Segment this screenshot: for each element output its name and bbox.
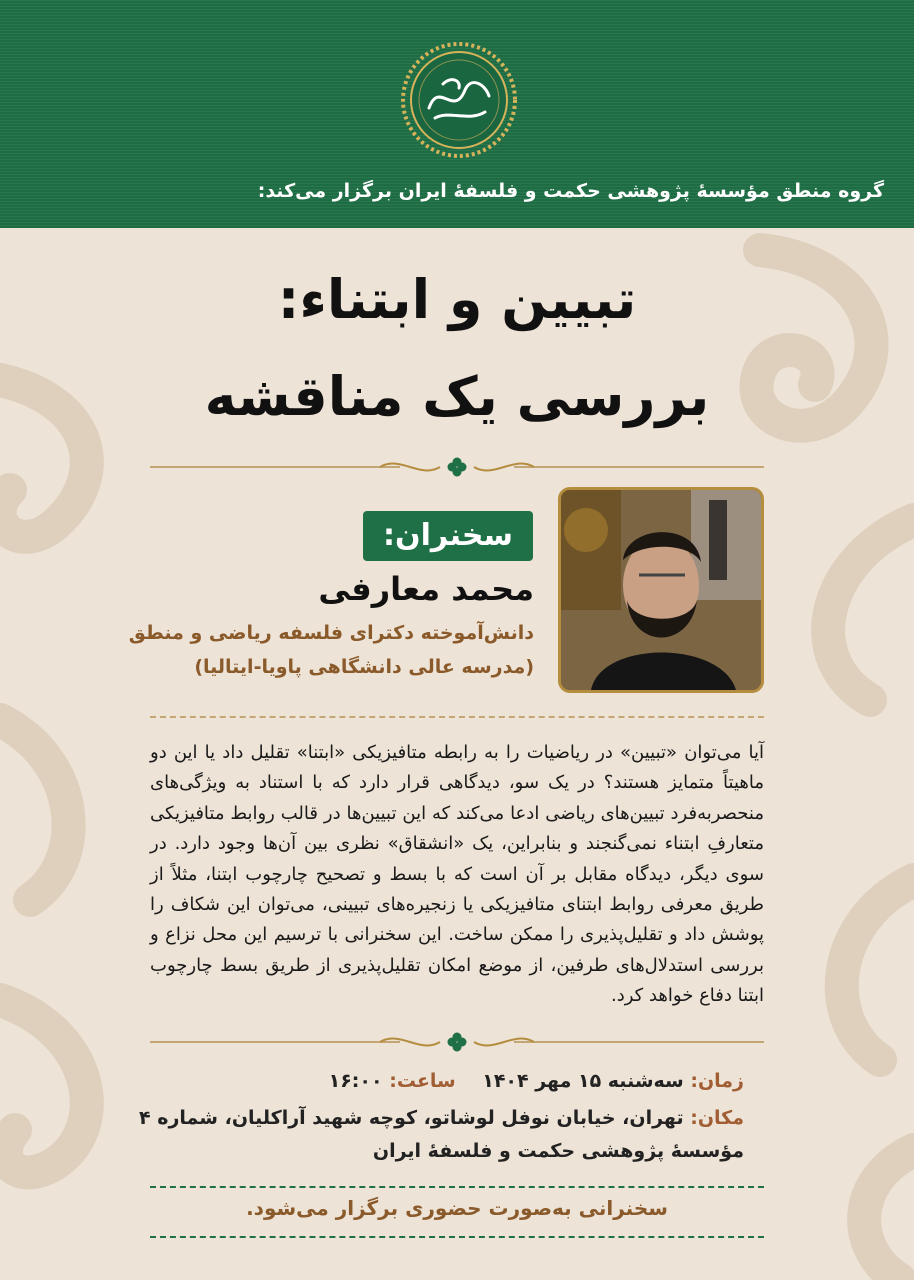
footer-divider-top [150, 1186, 764, 1188]
speakers-badge: سخنران: [363, 511, 533, 561]
page-title-line-1: تبیین و ابتناء: [277, 268, 637, 331]
institute-name: مؤسسهٔ پژوهشی حکمت و فلسفهٔ ایران [372, 1140, 744, 1162]
hour-value: ۱۶:۰۰ [328, 1070, 383, 1092]
ornament-divider-bottom [150, 1030, 764, 1054]
talk-abstract: آیا می‌توان «تبیین» در ریاضیات را به رابطه متافیزیکی «ابتنا» تقلیل داد یا این دو ماهیتاً متمایز هستند؟ در یک سو، دیدگاهی قرار دارد که با استناد به ویژگی‌های منحصربه‌فرد تبیین‌های ریاضی ادعا می‌کند که این تبیین‌ها در قالب روابط متافیزیکی متعارفِ ابتناء نمی‌گنجند و بنابراین، یک «انشقاق» نظری بین آن‌ها وجود دارد. در سوی دیگر، دیدگاه مقابل بر آن است که با بسط و تصحیح چارچوب ابتنا، مثلاً از طریق معرفی روابط ابتنای متافیزیکی یا زنجیره‌های تبیینی، می‌توان این شکاف را پوشش داد و تقلیل‌پذیری را ممکن ساخت. این سخنرانی با ترسیم این محل نزاع و بررسی استدلال‌های طرفین، از موضع امکان تقلیل‌پذیری از طریق بسط چارچوب ابتنا دفاع خواهد کرد. [150, 742, 764, 1007]
speaker-photo [558, 487, 764, 693]
speaker-role-line-2: (مدرسه عالی دانشگاهی پاویا-ایتالیا) [194, 656, 534, 678]
page-title-line-2: بررسی یک مناقشه [204, 365, 710, 428]
speaker-role-line-1: دانش‌آموخته دکترای فلسفه ریاضی و منطق [128, 622, 534, 644]
event-institute [373, 1140, 744, 1162]
place-value: تهران، خیابان نوفل لوشاتو، کوچه شهید آراکلیان، شماره ۴ [139, 1107, 684, 1129]
attendance-note: سخنرانی به‌صورت حضوری برگزار می‌شود. [246, 1196, 668, 1220]
event-time-row [329, 1070, 744, 1092]
time-value: سه‌شنبه ۱۵ مهر ۱۴۰۴ [482, 1070, 684, 1092]
event-place-row [139, 1107, 744, 1129]
clover-icon [448, 458, 467, 477]
speaker-portrait-icon [561, 490, 761, 690]
section-divider [150, 716, 764, 718]
footer-divider-bottom [150, 1236, 764, 1238]
clover-icon [448, 1033, 467, 1052]
time-label: زمان: [690, 1070, 744, 1092]
organizer-intro-text: گروه منطق مؤسسهٔ پژوهشی حکمت و فلسفهٔ ایران برگزار می‌کند: [257, 180, 884, 202]
hour-label: ساعت: [389, 1070, 456, 1092]
ornament-divider-top [150, 455, 764, 479]
place-label: مکان: [690, 1107, 744, 1129]
speaker-name: محمد معارفی [318, 570, 534, 608]
